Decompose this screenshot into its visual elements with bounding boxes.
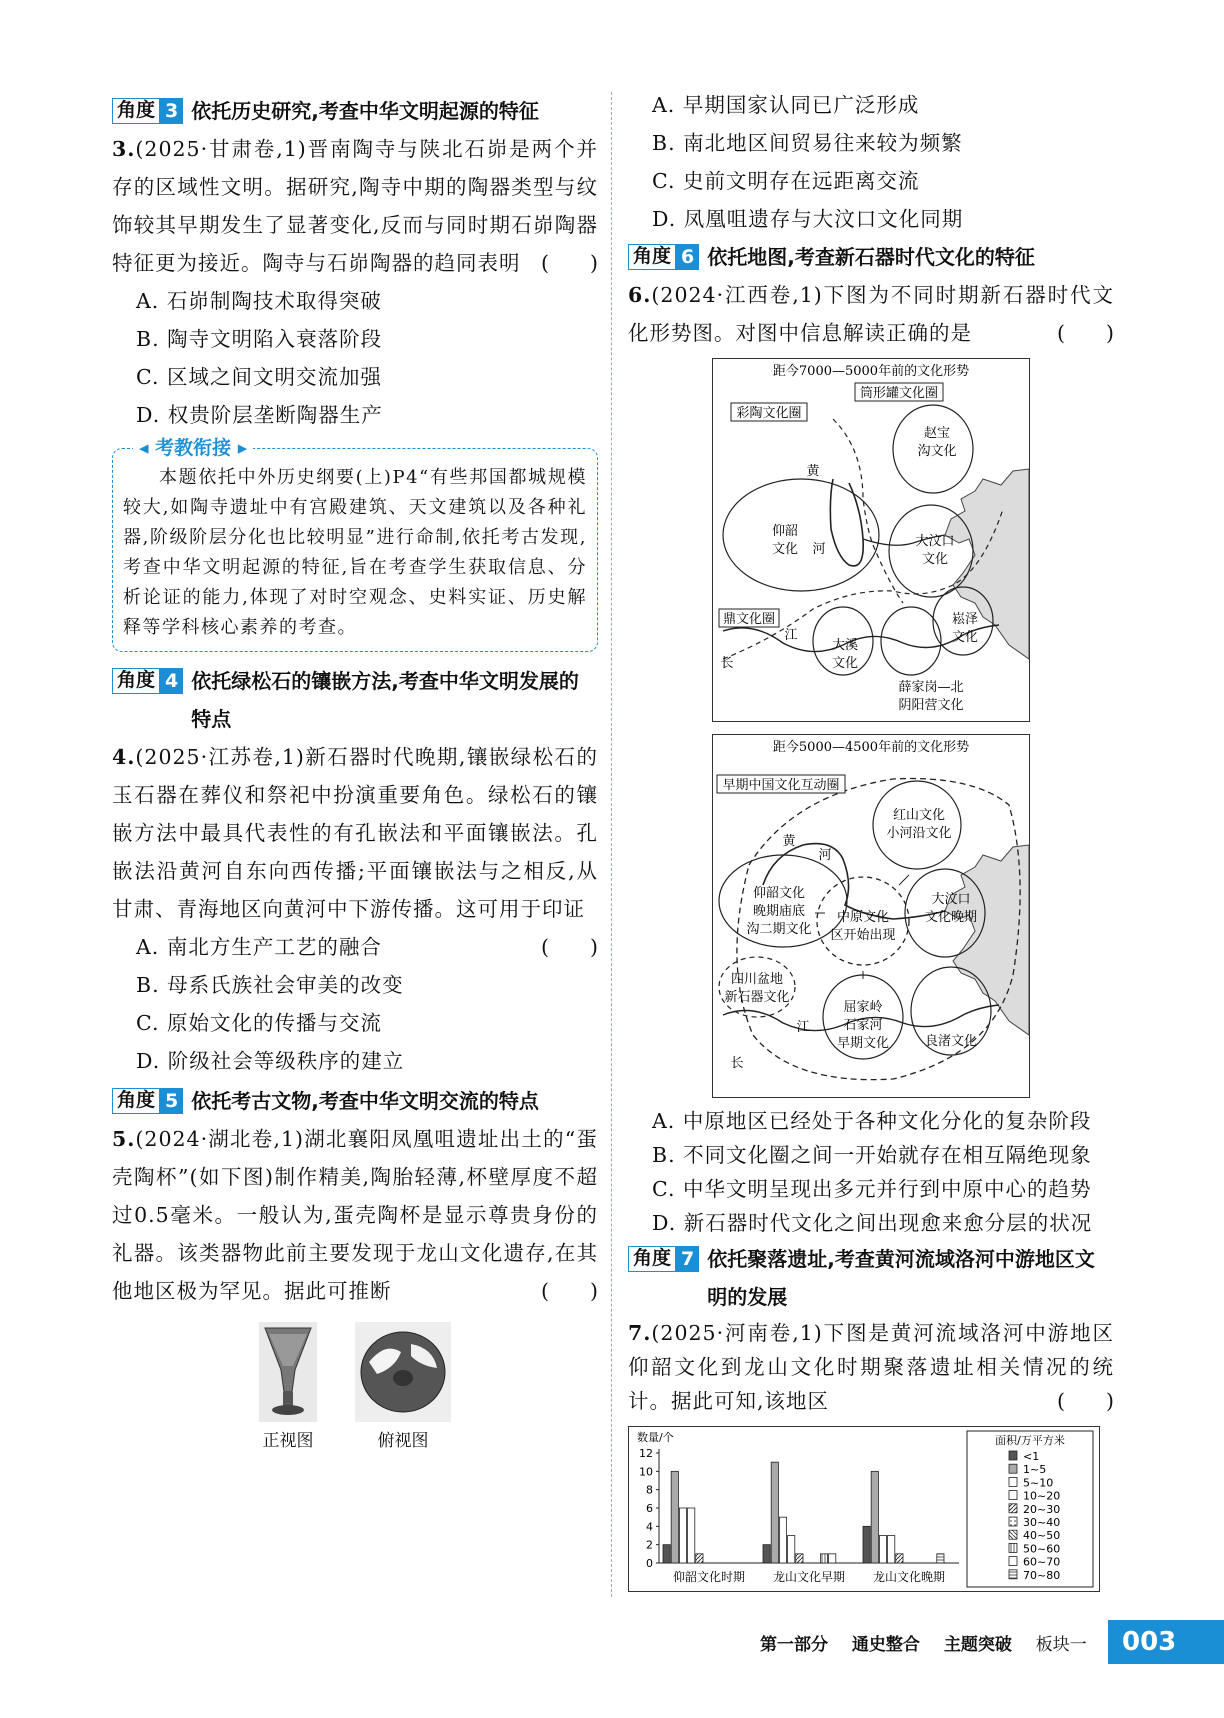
question-3-options (112, 282, 598, 434)
angle-tag-number: 4 (160, 668, 183, 694)
y-tick-label: 0 (646, 1557, 653, 1570)
section-title: 依托聚落遗址,考查黄河流域洛河中游地区文明的发展 (707, 1247, 1095, 1309)
question-4-options (112, 928, 598, 1080)
map-label: 黄 (806, 464, 820, 479)
angle-tag-number: 7 (676, 1246, 699, 1272)
yangshao-circle (723, 479, 879, 591)
culture-map-7000-5000 (712, 358, 1030, 722)
bar (820, 1554, 827, 1563)
yellow-river-line (830, 479, 863, 566)
bar (863, 1526, 870, 1563)
left-column (112, 92, 598, 1451)
x-tick-label: 龙山文化早期 (772, 1570, 846, 1584)
question-5-options (628, 86, 1114, 238)
option-d: D. 阶级社会等级秩序的建立 (136, 1049, 405, 1073)
question-number: 6. (628, 283, 652, 307)
option-a: A. 早期国家认同已广泛形成 (652, 93, 920, 117)
map-label: 早期中国文化互动圈 (722, 778, 840, 793)
right-column (628, 92, 1114, 1592)
option-b: B. 陶寺文明陷入衰落阶段 (136, 327, 383, 351)
option-c: C. 原始文化的传播与交流 (136, 1011, 382, 1035)
question-6 (628, 276, 1114, 352)
question-number: 5. (112, 1127, 136, 1151)
angle-tag (628, 1246, 699, 1272)
map-label: 河 (812, 542, 826, 557)
section-title: 依托绿松石的镶嵌方法,考查中华文明发展的特点 (191, 669, 579, 731)
legend-swatch (1009, 1464, 1017, 1473)
y-tick-label: 12 (639, 1447, 653, 1460)
sichuan-circle (719, 957, 795, 1017)
map-label: 长 (730, 1056, 744, 1071)
map-label: 四川盆地 (730, 972, 784, 987)
legend-swatch (1009, 1543, 1017, 1552)
bar (937, 1554, 944, 1563)
map-label: 仰韶文化 (752, 886, 806, 901)
bar (763, 1545, 770, 1563)
page-footer (0, 1618, 1224, 1678)
question-6-options (628, 1104, 1114, 1240)
option-c: C. 史前文明存在远距离交流 (652, 169, 920, 193)
x-tick-label: 龙山文化晚期 (872, 1570, 946, 1584)
y-tick-label: 6 (646, 1502, 653, 1515)
bar (696, 1554, 703, 1563)
teaching-link-label: ◂ 考教衔接 ▸ (133, 436, 253, 460)
map-label: 仰韶 (771, 524, 799, 539)
hongshan-circle (873, 781, 961, 869)
map-label: 黄 (782, 834, 796, 849)
legend-label: <1 (1023, 1450, 1040, 1463)
option-b: B. 不同文化圈之间一开始就存在相互隔绝现象 (652, 1143, 1092, 1167)
map-label: 筒形罐文化圈 (859, 386, 939, 401)
map-label: 江 (784, 628, 798, 643)
y-tick-label: 2 (646, 1538, 653, 1552)
angle-tag (112, 1088, 183, 1114)
map-title: 距今7000—5000年前的文化形势 (772, 364, 970, 379)
question-3 (112, 130, 598, 282)
legend-label: 10~20 (1023, 1489, 1061, 1503)
teaching-link-text: 本题依托中外历史纲要(上)P4“有些邦国都城规模较大,如陶寺遗址中有宫殿建筑、天文建筑以及各种礼器,阶级阶层分化也比较明显”进行命制,依托考古发现,考查中华文明起源的特征,旨在考查学生获取信息、分析论证的能力,体现了对时空观念、史料实证、历史解释等学科核心素养的考查。 (123, 467, 587, 638)
map-label: 赵宝 (923, 426, 951, 441)
answer-bracket: ( ) (541, 1279, 598, 1303)
bar (829, 1554, 836, 1563)
page-number: 003 (1108, 1620, 1224, 1664)
angle-tag-number: 3 (160, 98, 183, 124)
map-label: 晚期庙底 (752, 904, 806, 919)
legend-swatch (1009, 1557, 1017, 1566)
map-label: 早期文化 (836, 1036, 890, 1051)
angle-tag (628, 244, 699, 270)
section-3-heading (112, 92, 598, 130)
legend-swatch (1009, 1517, 1017, 1526)
angle-tag-label: 角度 (628, 1246, 676, 1272)
footer-text (760, 1630, 1105, 1655)
map-label: 屈家岭 (843, 1000, 883, 1015)
map-label: 崧泽 (951, 612, 979, 627)
map-label: 红山文化 (892, 808, 946, 823)
bar (896, 1554, 903, 1563)
map-label: 良渚文化 (924, 1034, 978, 1049)
option-c: C. 区域之间文明交流加强 (136, 365, 382, 389)
bar (871, 1471, 878, 1563)
question-text: (2025·甘肃卷,1)晋南陶寺与陕北石峁是两个并存的区域性文明。据研究,陶寺中期的陶器类型与纹饰较其早期发生了显著变化,反而与同时期石峁陶器特征更为接近。陶寺与石峁陶器的趋同表明 (112, 137, 598, 275)
legend-label: 50~60 (1023, 1542, 1061, 1556)
eggshell-cup-top-view-image (355, 1322, 451, 1422)
map-label: 大汶口 (931, 892, 971, 907)
legend-label: 20~30 (1023, 1502, 1061, 1516)
bar (688, 1508, 695, 1563)
bar-chart-svg (629, 1427, 1099, 1591)
map-label: 鼎文化圈 (722, 612, 776, 627)
map-label: 文化晚期 (924, 910, 978, 925)
question-number: 7. (628, 1321, 652, 1345)
culture-map-5000-4500 (712, 734, 1030, 1098)
angle-tag-number: 6 (676, 244, 699, 270)
top-view-figure (355, 1322, 451, 1451)
question-number: 3. (112, 137, 136, 161)
map-label: 文化 (951, 630, 979, 645)
angle-tag-label: 角度 (112, 98, 160, 124)
footer-section-b: 主题突破 (943, 1635, 1012, 1655)
option-b: B. 母系氏族社会审美的改变 (136, 973, 404, 997)
map-label: 薛家岗—北 (898, 680, 964, 695)
bar (796, 1554, 803, 1563)
top-view-caption: 俯视图 (377, 1431, 429, 1451)
footer-section-c: 板块一 (1035, 1635, 1087, 1655)
footer-part: 第一部分 (760, 1635, 828, 1655)
map-label: 文化 (831, 656, 859, 671)
bar (879, 1536, 886, 1564)
question-text: (2025·河南卷,1)下图是黄河流域洛河中游地区仰韶文化到龙山文化时期聚落遗址相关情况的统计。据此可知,该地区 (628, 1321, 1114, 1413)
option-d: D. 新石器时代文化之间出现愈来愈分层的状况 (652, 1211, 1093, 1235)
map-title: 距今5000—4500年前的文化形势 (772, 740, 970, 755)
legend-label: 30~40 (1023, 1516, 1061, 1529)
angle-tag-label: 角度 (628, 244, 676, 270)
section-4-heading (112, 662, 598, 738)
y-tick-label: 8 (646, 1483, 653, 1497)
bar (788, 1536, 795, 1564)
eggshell-cup-front-view-image (259, 1322, 317, 1422)
map-label: 彩陶文化圈 (736, 406, 802, 421)
answer-bracket: ( ) (1057, 321, 1114, 345)
y-axis-label: 数量/个 (637, 1431, 674, 1444)
question-5 (112, 1120, 598, 1310)
option-a: A. 中原地区已经处于各种文化分化的复杂阶段 (652, 1109, 1092, 1133)
legend-swatch (1009, 1451, 1017, 1460)
map-label: 新石器文化 (724, 990, 790, 1005)
xuejiagang-circle (881, 607, 941, 675)
map-label: 江 (796, 1020, 810, 1035)
bar (679, 1508, 686, 1563)
teaching-link-box (112, 437, 598, 652)
legend-swatch (1009, 1491, 1017, 1500)
question-text: (2024·湖北卷,1)湖北襄阳凤凰咀遗址出土的“蛋壳陶杯”(如下图)制作精美,陶胎轻薄,杯壁厚度不超过0.5毫米。一般认为,蛋壳陶杯是显示尊贵身份的礼器。该类器物此前主要发现于龙山文化遗存,在其他地区极为罕见。据此可推断 (112, 1127, 598, 1303)
legend-label: 5~10 (1023, 1476, 1054, 1490)
legend-swatch (1009, 1477, 1017, 1486)
question-number: 4. (112, 745, 136, 769)
answer-bracket: ( ) (541, 935, 598, 959)
y-tick-label: 4 (646, 1520, 653, 1534)
legend-label: 60~70 (1023, 1555, 1061, 1569)
angle-tag (112, 668, 183, 694)
legend-label: 70~80 (1023, 1568, 1061, 1582)
legend-title: 面积/万平方米 (995, 1434, 1065, 1447)
y-tick-label: 10 (639, 1465, 653, 1479)
section-7-heading (628, 1240, 1114, 1316)
option-a: A. 南北方生产工艺的融合 (136, 935, 382, 959)
legend-label: 40~50 (1023, 1529, 1061, 1543)
dawenkou-circle (889, 505, 973, 597)
settlement-bar-chart (628, 1426, 1100, 1592)
question-7 (628, 1316, 1114, 1418)
bar (888, 1536, 895, 1564)
section-5-heading (112, 1082, 598, 1120)
question-text: (2024·江西卷,1)下图为不同时期新石器时代文化形势图。对图中信息解读正确的是 (628, 283, 1114, 345)
option-b: B. 南北地区间贸易往来较为频繁 (652, 131, 963, 155)
map-label: 沟文化 (917, 444, 957, 459)
footer-section-a: 通史整合 (851, 1635, 920, 1655)
question-text: (2025·江苏卷,1)新石器时代晚期,镶嵌绿松石的玉石器在葬仪和祭祀中扮演重要角色。绿松石的镶嵌方法中最具代表性的有孔嵌法和平面镶嵌法。孔嵌法沿黄河自东向西传播;平面镶嵌法与之相反,从甘肃、青海地区向黄河中下游传播。这可用于印证 (112, 745, 598, 921)
map-label: 区开始出现 (830, 928, 896, 943)
section-title: 依托考古文物,考查中华文明交流的特点 (191, 1089, 539, 1113)
angle-tag-number: 5 (160, 1088, 183, 1114)
angle-tag-label: 角度 (112, 668, 160, 694)
arrow (899, 875, 909, 885)
legend-swatch (1009, 1530, 1017, 1539)
x-tick-label: 仰韶文化时期 (672, 1570, 746, 1584)
angle-tag (112, 98, 183, 124)
option-d: D. 凤凰咀遗存与大汶口文化同期 (652, 207, 964, 231)
map-label: 石家河 (843, 1018, 883, 1033)
front-view-caption: 正视图 (262, 1431, 314, 1451)
option-a: A. 石峁制陶技术取得突破 (136, 289, 382, 313)
bar (771, 1462, 778, 1563)
map-label: 小河沿文化 (886, 826, 952, 841)
section-title: 依托地图,考查新石器时代文化的特征 (707, 245, 1035, 269)
answer-bracket: ( ) (1057, 1389, 1114, 1413)
map-label: 文化 (921, 552, 949, 567)
cup-figures (112, 1322, 598, 1451)
map-label: 中原文化 (836, 910, 890, 925)
map-label: 河 (818, 848, 832, 863)
map-label: 阴阳营文化 (898, 698, 964, 713)
bar (671, 1471, 678, 1563)
legend-label: 1~5 (1023, 1463, 1047, 1477)
legend-swatch (1009, 1504, 1017, 1513)
option-c: C. 中华文明呈现出多元并行到中原中心的趋势 (652, 1177, 1092, 1201)
legend-swatch (1009, 1570, 1017, 1579)
map-label: 沟二期文化 (746, 922, 812, 937)
answer-bracket: ( ) (541, 251, 598, 275)
map-label: 长 (720, 656, 734, 671)
map-label: 大溪 (831, 638, 859, 653)
column-separator (611, 92, 612, 1597)
map-label: 文化 (771, 542, 799, 557)
bar (779, 1517, 786, 1563)
front-view-figure (259, 1322, 317, 1451)
map-label: 大汶口 (915, 534, 955, 549)
angle-tag-label: 角度 (112, 1088, 160, 1114)
section-6-heading (628, 238, 1114, 276)
section-title: 依托历史研究,考查中华文明起源的特征 (191, 99, 539, 123)
option-d: D. 权贵阶层垄断陶器生产 (136, 403, 383, 427)
bar (663, 1545, 670, 1563)
